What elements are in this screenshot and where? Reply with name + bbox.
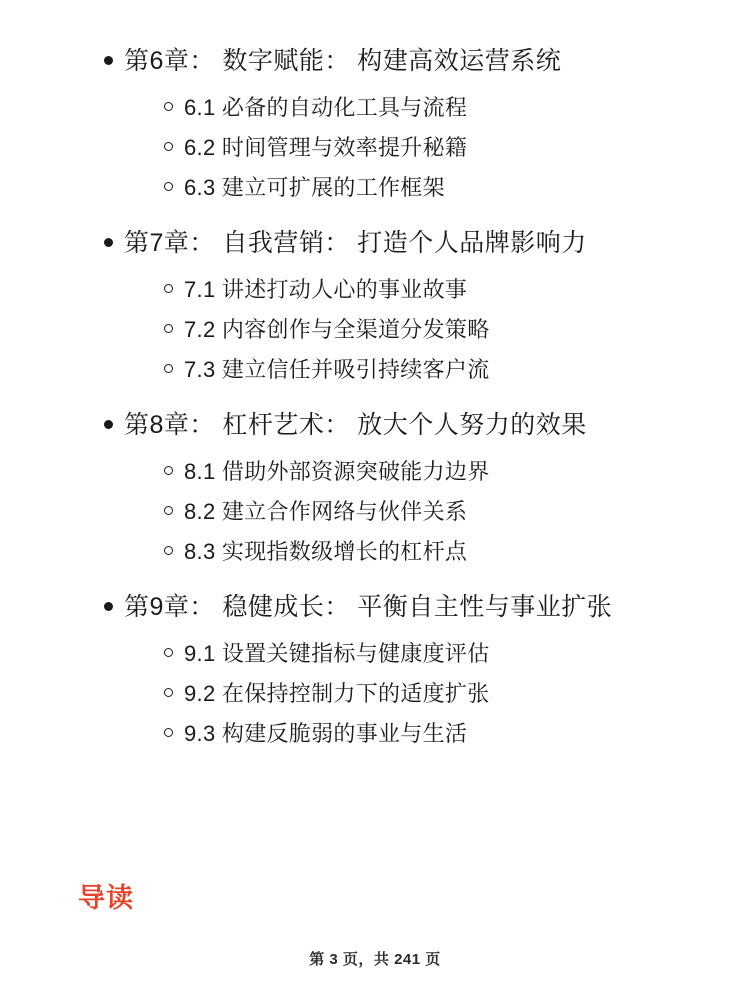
- page-number-footer: 第 3 页，共 241 页: [309, 951, 441, 968]
- toc-section[interactable]: [60, 128, 690, 168]
- toc-section-title: 8.3 实现指数级增长的杠杆点: [184, 539, 468, 564]
- toc-section-title: 6.1 必备的自动化工具与流程: [184, 95, 468, 120]
- circle-bullet-icon: [164, 466, 173, 475]
- toc-section-title: 6.2 时间管理与效率提升秘籍: [184, 135, 468, 160]
- toc-chapter-title: 第8章： 杠杆艺术： 放大个人努力的效果: [124, 411, 587, 439]
- toc-chapter-heading[interactable]: [60, 404, 690, 448]
- toc-chapter-heading[interactable]: [60, 40, 690, 84]
- circle-bullet-icon: [164, 648, 173, 657]
- disc-bullet-icon: [104, 56, 113, 65]
- toc-section[interactable]: [60, 634, 690, 674]
- toc-section[interactable]: [60, 714, 690, 754]
- disc-bullet-icon: [104, 420, 113, 429]
- toc-chapter-heading[interactable]: [60, 586, 690, 630]
- circle-bullet-icon: [164, 506, 173, 515]
- toc-section[interactable]: [60, 492, 690, 532]
- circle-bullet-icon: [164, 102, 173, 111]
- toc-section-title: 8.1 借助外部资源突破能力边界: [184, 459, 490, 484]
- disc-bullet-icon: [104, 602, 113, 611]
- toc-section[interactable]: [60, 88, 690, 128]
- toc-chapter: [60, 404, 690, 572]
- toc-chapter: [60, 222, 690, 390]
- toc-section-title: 8.2 建立合作网络与伙伴关系: [184, 499, 468, 524]
- toc-section[interactable]: [60, 270, 690, 310]
- toc-section[interactable]: [60, 168, 690, 208]
- circle-bullet-icon: [164, 546, 173, 555]
- toc-section[interactable]: [60, 532, 690, 572]
- toc-section[interactable]: [60, 674, 690, 714]
- circle-bullet-icon: [164, 284, 173, 293]
- circle-bullet-icon: [164, 182, 173, 191]
- circle-bullet-icon: [164, 324, 173, 333]
- toc-chapter: [60, 586, 690, 754]
- toc-section-title: 7.2 内容创作与全渠道分发策略: [184, 317, 490, 342]
- intro-section-heading: 导读: [78, 883, 134, 913]
- toc-section-list: [60, 270, 690, 390]
- toc-section-title: 9.1 设置关键指标与健康度评估: [184, 641, 490, 666]
- toc-chapter-title: 第9章： 稳健成长： 平衡自主性与事业扩张: [124, 593, 613, 621]
- toc-chapter: [60, 40, 690, 208]
- table-of-contents: [60, 40, 690, 754]
- toc-section[interactable]: [60, 350, 690, 390]
- toc-section-list: [60, 88, 690, 208]
- toc-section-title: 6.3 建立可扩展的工作框架: [184, 175, 445, 200]
- toc-chapter-title: 第7章： 自我营销： 打造个人品牌影响力: [124, 229, 587, 257]
- toc-section[interactable]: [60, 310, 690, 350]
- toc-section[interactable]: [60, 452, 690, 492]
- toc-chapter-title: 第6章： 数字赋能： 构建高效运营系统: [124, 47, 562, 75]
- circle-bullet-icon: [164, 364, 173, 373]
- toc-section-list: [60, 452, 690, 572]
- toc-section-title: 7.1 讲述打动人心的事业故事: [184, 277, 468, 302]
- toc-section-list: [60, 634, 690, 754]
- toc-section-title: 7.3 建立信任并吸引持续客户流: [184, 357, 490, 382]
- disc-bullet-icon: [104, 238, 113, 247]
- toc-section-title: 9.3 构建反脆弱的事业与生活: [184, 721, 468, 746]
- circle-bullet-icon: [164, 688, 173, 697]
- circle-bullet-icon: [164, 728, 173, 737]
- toc-section-title: 9.2 在保持控制力下的适度扩张: [184, 681, 490, 706]
- circle-bullet-icon: [164, 142, 173, 151]
- toc-chapter-heading[interactable]: [60, 222, 690, 266]
